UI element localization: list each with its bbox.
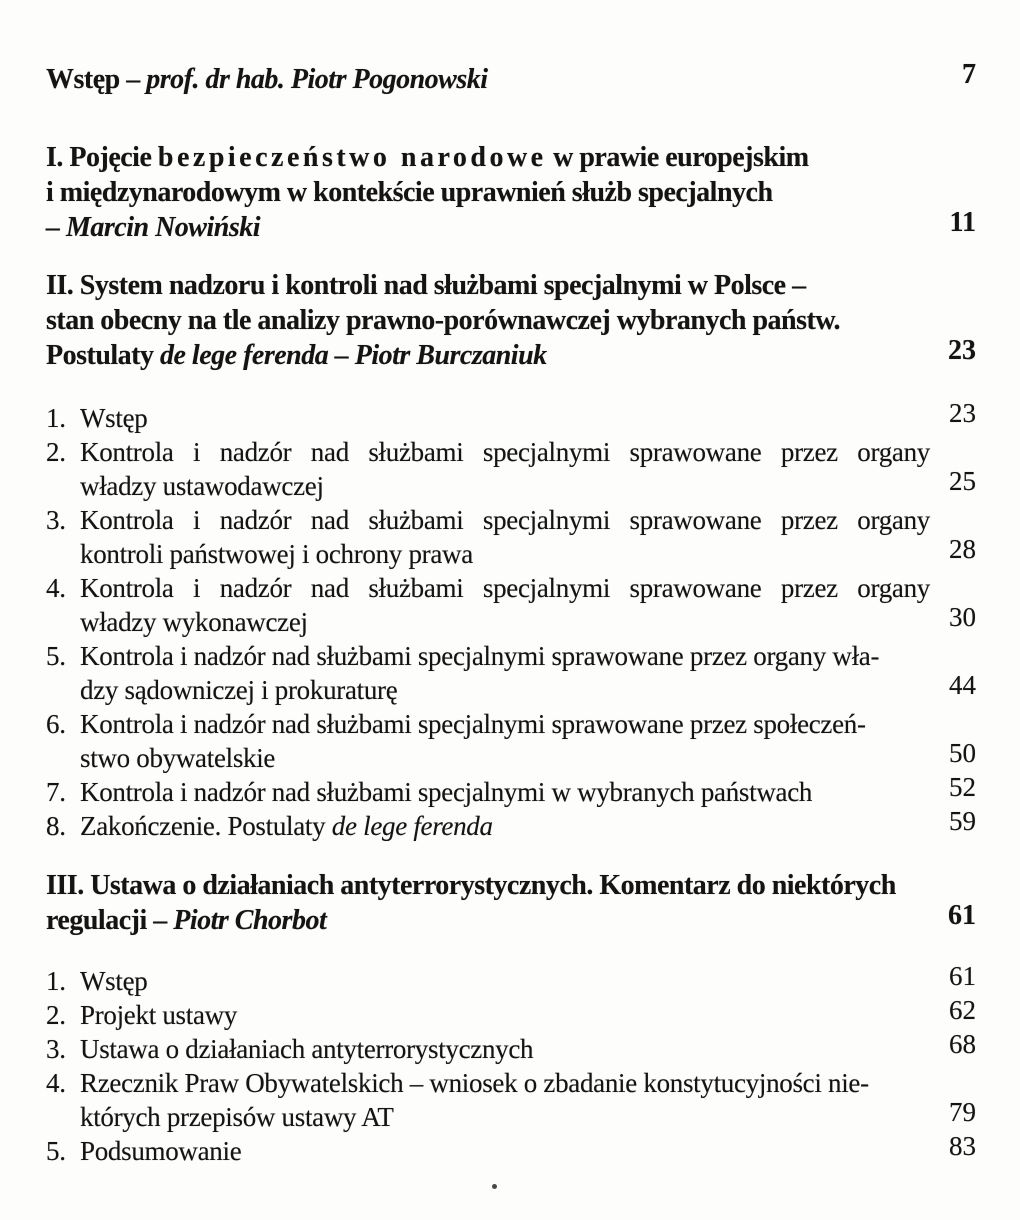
- text-segment: Kontrola i nadzór nad służbami specjalnymi sprawowane przez społeczeń-: [80, 709, 866, 739]
- item-number: 4.: [46, 1068, 66, 1098]
- text-segment: de lege ferenda: [331, 811, 493, 841]
- text-segment: Wstęp –: [46, 64, 147, 95]
- title-line: [80, 435, 930, 469]
- text-segment: Wstęp: [80, 403, 148, 433]
- title-line: [46, 210, 930, 245]
- text-segment: Podsumowanie: [80, 1136, 242, 1166]
- item-number: 5.: [46, 1136, 66, 1166]
- text-segment: III. Ustawa o działaniach antyterrorystycznych. Komentarz do niektórych: [46, 870, 896, 901]
- title-line: [80, 673, 930, 707]
- title-line: [46, 62, 930, 97]
- toc-item: [46, 995, 976, 1032]
- title-line: [46, 268, 930, 303]
- page-number: 30: [949, 602, 976, 632]
- page-number: 52: [949, 772, 976, 802]
- item-number: 5.: [46, 641, 66, 671]
- text-segment: dzy sądowniczej i prokuraturę: [80, 675, 398, 705]
- author-segment: de lege ferenda – Piotr Burczaniuk: [160, 340, 547, 371]
- title-line: [80, 775, 930, 809]
- toc-item: [46, 1066, 976, 1134]
- title-line: [46, 338, 930, 373]
- page-number: 62: [949, 995, 976, 1025]
- item-number: 7.: [46, 777, 66, 807]
- title-line: [46, 868, 930, 903]
- text-segment: Zakończenie. Postulaty: [80, 811, 332, 841]
- author-segment: Piotr Chorbot: [173, 905, 327, 936]
- text-segment: stan obecny na tle analizy prawno-porównawczej wybranych państw.: [46, 305, 841, 336]
- title-line: [80, 998, 930, 1032]
- page-number: 79: [949, 1097, 976, 1127]
- toc-item: [46, 639, 976, 707]
- entry-title: [46, 868, 930, 938]
- page-number: 23: [948, 335, 976, 366]
- page-number: 61: [948, 900, 976, 931]
- item-title: [80, 435, 930, 503]
- text-segment: Kontrola i nadzór nad służbami specjalnymi sprawowane przez organy: [80, 505, 930, 535]
- item-number: 1.: [46, 403, 66, 433]
- author-segment: – Marcin Nowiński: [46, 212, 260, 243]
- toc-item: [46, 503, 976, 571]
- item-title: [80, 401, 930, 435]
- title-line: [80, 1134, 930, 1168]
- page-number: 59: [949, 806, 976, 836]
- item-title: [80, 1066, 930, 1134]
- toc-entry-preface: [46, 59, 976, 97]
- text-segment: II. System nadzoru i kontroli nad służbami specjalnymi w Polsce –: [46, 270, 806, 301]
- toc-item: [46, 1029, 976, 1066]
- toc-entry-chapter-2: [46, 268, 976, 373]
- text-segment: Projekt ustawy: [80, 1000, 238, 1030]
- title-line: [80, 1100, 930, 1134]
- item-number: 4.: [46, 573, 66, 603]
- page-number: 50: [949, 738, 976, 768]
- entry-title: [46, 140, 930, 245]
- item-number: 3.: [46, 505, 66, 535]
- title-line: [80, 605, 930, 639]
- page-number: 23: [949, 398, 976, 428]
- text-segment: Wstęp: [80, 966, 148, 996]
- toc-entry-chapter-3: [46, 868, 976, 938]
- entry-title: [46, 62, 930, 97]
- page-number: 11: [949, 207, 976, 238]
- page-number: 68: [949, 1029, 976, 1059]
- title-line: [46, 903, 930, 938]
- item-number: 8.: [46, 811, 66, 841]
- title-line: [80, 503, 930, 537]
- toc-item: [46, 571, 976, 639]
- author-segment: prof. dr hab. Piotr Pogonowski: [146, 64, 488, 95]
- item-title: [80, 503, 930, 571]
- title-line: [80, 537, 930, 571]
- title-line: [80, 1032, 930, 1066]
- item-number: 3.: [46, 1034, 66, 1064]
- text-segment: Kontrola i nadzór nad służbami specjalnymi sprawowane przez organy: [80, 573, 930, 603]
- page-number: 25: [949, 466, 976, 496]
- item-title: [80, 775, 930, 809]
- toc-item: [46, 772, 976, 809]
- item-number: 6.: [46, 709, 66, 739]
- toc-item: [46, 707, 976, 775]
- toc-item: [46, 806, 976, 843]
- toc-item: [46, 1131, 976, 1168]
- entry-title: [46, 268, 930, 373]
- item-title: [80, 1032, 930, 1066]
- text-segment: Kontrola i nadzór nad służbami specjalnymi sprawowane przez organy: [80, 437, 930, 467]
- title-line: [80, 401, 930, 435]
- text-segment: Kontrola i nadzór nad służbami specjalnymi w wybranych państwach: [80, 777, 813, 807]
- item-number: 2.: [46, 1000, 66, 1030]
- toc-entry-chapter-1: [46, 140, 976, 245]
- title-line: [80, 1066, 930, 1100]
- text-segment: bezpieczeństwo narodowe: [157, 142, 547, 173]
- text-segment: Rzecznik Praw Obywatelskich – wniosek o zbadanie konstytucyjności nie-: [80, 1068, 869, 1098]
- title-line: [80, 571, 930, 605]
- title-line: [80, 639, 930, 673]
- toc-item: [46, 961, 976, 998]
- title-line: [80, 809, 930, 843]
- page-number: 44: [949, 670, 976, 700]
- page-number: 61: [949, 961, 976, 991]
- item-title: [80, 809, 930, 843]
- item-title: [80, 639, 930, 707]
- title-line: [46, 140, 930, 175]
- title-line: [80, 707, 930, 741]
- item-title: [80, 964, 930, 998]
- text-segment: władzy ustawodawczej: [80, 471, 324, 501]
- text-segment: w prawie europejskim: [546, 142, 809, 173]
- text-segment: stwo obywatelskie: [80, 743, 276, 773]
- title-line: [46, 303, 930, 338]
- page-number: 28: [949, 534, 976, 564]
- item-title: [80, 571, 930, 639]
- text-segment: kontroli państwowej i ochrony prawa: [80, 539, 473, 569]
- text-segment: Kontrola i nadzór nad służbami specjalnymi sprawowane przez organy wła-: [80, 641, 880, 671]
- scan-artifact-dot: [492, 1184, 497, 1189]
- title-line: [80, 964, 930, 998]
- text-segment: Ustawa o działaniach antyterrorystycznych: [80, 1034, 534, 1064]
- text-segment: Postulaty: [46, 340, 160, 371]
- toc-item: [46, 435, 976, 503]
- text-segment: władzy wykonawczej: [80, 607, 308, 637]
- item-title: [80, 998, 930, 1032]
- text-segment: regulacji –: [46, 905, 174, 936]
- title-line: [80, 469, 930, 503]
- text-segment: i międzynarodowym w kontekście uprawnień służb specjalnych: [46, 177, 773, 208]
- item-title: [80, 1134, 930, 1168]
- page-number: 83: [949, 1131, 976, 1161]
- page-number: 7: [962, 59, 976, 90]
- toc-item: [46, 398, 976, 435]
- item-title: [80, 707, 930, 775]
- title-line: [46, 175, 930, 210]
- text-segment: I. Pojęcie: [46, 142, 158, 173]
- item-number: 1.: [46, 966, 66, 996]
- title-line: [80, 741, 930, 775]
- text-segment: których przepisów ustawy AT: [80, 1102, 394, 1132]
- item-number: 2.: [46, 437, 66, 467]
